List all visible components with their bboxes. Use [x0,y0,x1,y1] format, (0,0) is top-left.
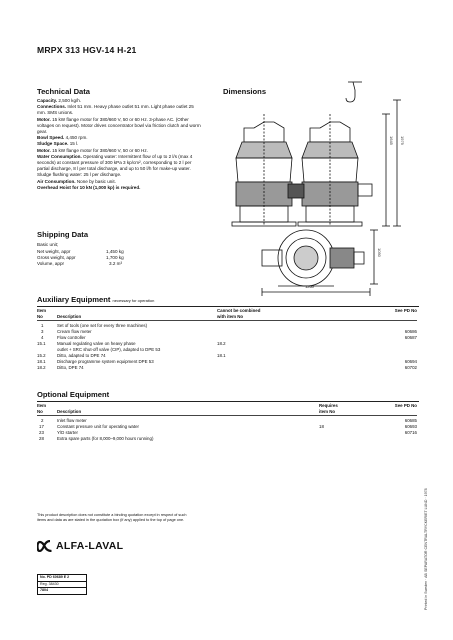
auxiliary-equipment-heading: Auxiliary Equipment necessary for operation [37,295,155,304]
shipping-basic-unit: Basic unit; [37,242,59,247]
table-row: 18.2 Ditto, DPE 74 60702 [37,365,417,370]
dimension-depth: 1050 [377,248,382,257]
technical-data-body: Capacity. 2,500 kg/h. Connections. Inlet 51 mm. Heavy phase outlet 51 mm. Light phase outlet 25 mm. SMS unions. Motor. 15 kW flange motor for 380/660 V, 50 or 60 Hz. 3-phase AC. (Other voltages on request). Motor drives concentrator bowl via friction clutch and worm gear. Bowl Speed. 4,450 rpm. Sludge Space. 15 l. Motor. 15 kW flange motor for 380/660 V, 50 or 60 Hz. Water Consumption. Operating water: Intermittent flow of up to 2 l/s (max 4 seconds) at constant pressure of 300 kPa 3 kp/cm², corresponding to 2 l per partial discharge, 8 l per total discharge, and up to 50 l/h for make-up water. Sludge flushing water: 25 l per discharge. Air Consumption. None by basic unit. Overhead Hoist for 10 kN (1,000 kp) is required. [37,98,201,190]
table-row: 18.1 Discharge programme system equipment DPE 53 60694 [37,359,417,364]
divider [37,306,419,307]
table-row: 1 Set of tools (one set for every three machines) [41,323,148,328]
table-row: 23 Y/D starter 60716 [39,430,417,435]
technical-data-heading: Technical Data [37,87,91,96]
table-row: 28 Extra spare parts (for 8,000–9,000 hours running) [39,436,154,441]
separator-drawing [222,78,418,300]
alfa-laval-logo: ALFA-LAVAL [37,540,123,552]
divider [37,401,419,402]
table-row: outlet + SRC shut-off valve (CIP), adapted to DPE 53 [57,347,161,352]
disclaimer-text: This product description does not constitute a binding quotation except in respect of such items and data as are stated in the quotation box (if any) applied to the top of page one. [37,513,187,522]
table-row: 4 Flow controller 60687 [41,335,417,340]
table-row: 2 Inlet flow meter 60685 [41,418,417,423]
auxiliary-equipment-table: Item Cannot be combined See PD No No Description with item No 1 Set of tools (one set for every three machines) 3 Cream flow meter 60686 4 Flow controller 60687 15.1 Manual regulating valve on heavy phase 18.2 outlet + SRC shut-off valve (CIP), adapted to DPE 53 15.2 Ditto, adapted to DPE 74 18.1 18.1 Discharge programme system equipment DPE 53 60694 18.2 Ditto, DPE 74 60702 [37,308,417,370]
table-row: 17 Constant pressure unit for operating water 18 60693 [39,424,417,429]
document-number-box: No. PD 60689 E 2 Reg. 38430 7804 [37,574,87,595]
optional-equipment-heading: Optional Equipment [37,390,110,399]
table-row: 15.1 Manual regulating valve on heavy phase 18.2 [37,341,226,346]
alpha-symbol-icon [37,540,53,552]
dimension-height-2: 1979 [400,136,405,145]
optional-equipment-table: Item Requires See PD No No Description item No 2 Inlet flow meter 60685 17 Constant pressure unit for operating water 18 60693 23 Y/D starter 60716 28 Extra spare parts (for 8,000–9,000 hours running) [37,403,417,441]
shipping-data-table: Net weight, appr 1,450 kg Gross weight, appr 1,700 kg Volume, appr 3.2 m³ [37,249,124,267]
table-row: 15.2 Ditto, adapted to DPE 74 18.1 [37,353,226,358]
dimension-width: 1260 [305,284,314,289]
dimensions-heading: Dimensions [223,87,267,96]
printer-imprint: Printed in Sweden · AB SEPARATOR CENTRALTRYCKERIET LUND · 1978 [424,488,428,610]
document-title: MRPX 313 HGV-14 H-21 [37,45,137,55]
dimension-height-1: 1645 [389,136,394,145]
table-row: 3 Cream flow meter 60686 [41,329,417,334]
shipping-data-heading: Shipping Data [37,230,89,239]
